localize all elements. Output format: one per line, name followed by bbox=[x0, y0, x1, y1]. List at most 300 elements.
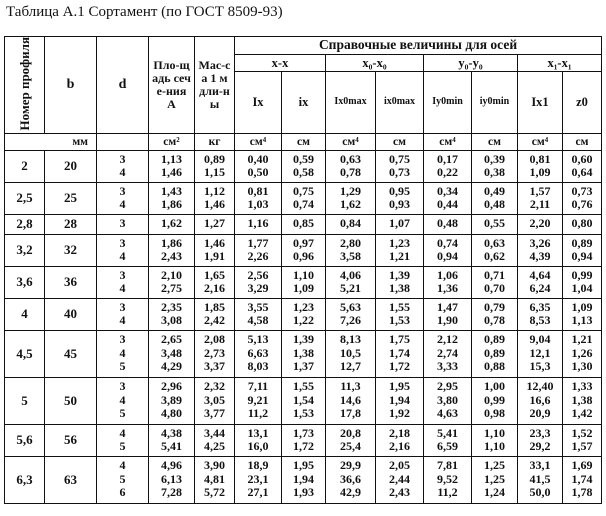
iy0min-big-cell bbox=[424, 330, 472, 377]
assortment-table-container bbox=[4, 36, 601, 504]
header-ix0max-small: ix0max bbox=[376, 72, 424, 133]
header-ix-small: ix bbox=[282, 72, 326, 133]
ix0max-small-value: 0,75 bbox=[389, 151, 410, 166]
iy0min-small-value: 0,70 bbox=[484, 281, 505, 296]
header-profile: Номер профиля bbox=[5, 37, 45, 134]
thickness-cell bbox=[97, 298, 149, 330]
unit-ix0max-big: см⁴ bbox=[326, 133, 376, 150]
z0-value: 0,60 bbox=[571, 151, 593, 166]
ix-small-value: 1,09 bbox=[293, 281, 314, 296]
ix-small-value: 1,94 bbox=[293, 471, 314, 486]
ix-small-cell bbox=[282, 298, 326, 330]
iy0min-big-cell bbox=[424, 456, 472, 503]
iy0min-big-value: 0,44 bbox=[437, 197, 458, 212]
iy0min-big-value: 0,17 bbox=[437, 151, 458, 166]
iy0min-big-value: 1,47 bbox=[437, 299, 458, 314]
ix-big-cell bbox=[235, 214, 282, 234]
ix-small-value: 1,54 bbox=[293, 392, 314, 407]
iy0min-small-value: 0,39 bbox=[484, 151, 505, 166]
ix1-value: 2,11 bbox=[529, 197, 551, 212]
iy0min-big-value: 2,74 bbox=[437, 345, 458, 360]
ix0max-big-value: 2,80 bbox=[340, 235, 361, 250]
ix-small-value: 1,22 bbox=[293, 313, 314, 328]
mass-value: 1,46 bbox=[204, 197, 225, 212]
ix1-value: 0,81 bbox=[529, 151, 551, 166]
ix0max-small-value: 0,95 bbox=[389, 183, 410, 198]
mass-cell bbox=[195, 298, 235, 330]
iy0min-small-cell bbox=[472, 182, 518, 214]
z0-cell bbox=[563, 424, 602, 456]
header-mass: Мас-са 1 м дли-ны bbox=[195, 37, 235, 134]
z0-value: 1,69 bbox=[571, 458, 593, 473]
ix-big-value: 0,50 bbox=[247, 165, 269, 180]
ix0max-big-value: 1,29 bbox=[340, 183, 361, 198]
ix0max-big-value: 29,9 bbox=[340, 458, 361, 473]
iy0min-small-value: 1,10 bbox=[484, 425, 505, 440]
ix0max-small-value: 1,38 bbox=[389, 281, 410, 296]
iy0min-big-value: 11,2 bbox=[437, 485, 458, 500]
iy0min-big-value: 1,36 bbox=[437, 281, 458, 296]
area-cell bbox=[149, 234, 195, 266]
iy0min-big-value: 6,59 bbox=[437, 439, 458, 454]
ix-big-value: 3,55 bbox=[247, 299, 269, 314]
z0-value: 0,94 bbox=[571, 249, 593, 264]
ix0max-big-value: 4,06 bbox=[340, 267, 361, 282]
ix0max-small-value: 1,55 bbox=[389, 299, 410, 314]
ix0max-big-cell bbox=[326, 234, 376, 266]
iy0min-big-value: 0,94 bbox=[437, 249, 458, 264]
ix1-cell bbox=[518, 266, 563, 298]
ix-big-cell bbox=[235, 234, 282, 266]
iy0min-small-value: 0,49 bbox=[484, 183, 505, 198]
iy0min-small-value: 0,55 bbox=[484, 216, 505, 231]
units-row bbox=[5, 133, 602, 150]
area-cell bbox=[149, 424, 195, 456]
iy0min-small-cell bbox=[472, 456, 518, 503]
iy0min-big-cell bbox=[424, 150, 472, 182]
ix-small-value: 1,95 bbox=[293, 458, 314, 473]
z0-value: 1,33 bbox=[571, 379, 593, 394]
flange-width: 28 bbox=[45, 214, 97, 234]
ix1-value: 8,53 bbox=[529, 313, 551, 328]
thickness-value: 5 bbox=[119, 471, 126, 486]
ix1-cell bbox=[518, 424, 563, 456]
ix0max-big-value: 10,5 bbox=[340, 345, 361, 360]
profile-number: 4 bbox=[5, 298, 45, 330]
ix0max-small-value: 2,18 bbox=[389, 425, 410, 440]
thickness-value: 3 bbox=[119, 216, 126, 231]
iy0min-big-value: 2,95 bbox=[437, 379, 458, 394]
z0-cell bbox=[563, 266, 602, 298]
area-cell bbox=[149, 330, 195, 377]
ix0max-big-cell bbox=[326, 377, 376, 424]
header-b: b bbox=[45, 37, 97, 134]
ix0max-small-cell bbox=[376, 234, 424, 266]
area-value: 2,43 bbox=[161, 249, 182, 264]
z0-cell bbox=[563, 150, 602, 182]
header-iy0min-big: Iy0min bbox=[424, 72, 472, 133]
thickness-value: 6 bbox=[119, 485, 126, 500]
iy0min-small-cell bbox=[472, 424, 518, 456]
iy0min-small-value: 0,38 bbox=[484, 165, 505, 180]
iy0min-small-value: 0,79 bbox=[484, 299, 505, 314]
ix-small-value: 1,38 bbox=[293, 345, 314, 360]
thickness-value: 3 bbox=[119, 379, 126, 394]
iy0min-small-cell bbox=[472, 150, 518, 182]
unit-ix0max-small: см bbox=[376, 133, 424, 150]
iy0min-small-value: 0,98 bbox=[484, 406, 505, 421]
profile-number: 3,2 bbox=[5, 234, 45, 266]
flange-width: 40 bbox=[45, 298, 97, 330]
iy0min-small-value: 0,62 bbox=[484, 249, 505, 264]
ix1-cell bbox=[518, 298, 563, 330]
mass-value: 3,37 bbox=[204, 359, 225, 374]
ix1-value: 50,0 bbox=[529, 485, 551, 500]
mass-value: 1,85 bbox=[204, 299, 225, 314]
area-cell bbox=[149, 456, 195, 503]
thickness-value: 3 bbox=[119, 183, 126, 198]
thickness-value: 4 bbox=[119, 281, 126, 296]
area-value: 6,13 bbox=[161, 471, 182, 486]
mass-cell bbox=[195, 330, 235, 377]
ix0max-small-value: 1,72 bbox=[389, 359, 410, 374]
profile-row bbox=[5, 298, 602, 330]
iy0min-small-cell bbox=[472, 266, 518, 298]
iy0min-small-value: 0,89 bbox=[484, 345, 505, 360]
thickness-cell bbox=[97, 234, 149, 266]
ix0max-small-value: 2,43 bbox=[389, 485, 410, 500]
ix-small-cell bbox=[282, 214, 326, 234]
z0-value: 0,89 bbox=[571, 235, 593, 250]
ix-big-value: 4,58 bbox=[247, 313, 269, 328]
mass-cell bbox=[195, 377, 235, 424]
thickness-value: 3 bbox=[119, 151, 126, 166]
ix-small-cell bbox=[282, 182, 326, 214]
unit-mass: кг bbox=[195, 133, 235, 150]
profile-number: 2,5 bbox=[5, 182, 45, 214]
z0-cell bbox=[563, 234, 602, 266]
z0-value: 1,09 bbox=[571, 299, 593, 314]
thickness-cell bbox=[97, 214, 149, 234]
iy0min-big-value: 0,48 bbox=[437, 216, 458, 231]
iy0min-big-value: 4,63 bbox=[437, 406, 458, 421]
iy0min-big-value: 2,12 bbox=[437, 332, 458, 347]
area-value: 1,86 bbox=[161, 235, 182, 250]
iy0min-big-value: 0,34 bbox=[437, 183, 458, 198]
ix-big-value: 11,2 bbox=[247, 406, 269, 421]
area-value: 2,10 bbox=[161, 267, 182, 282]
ix0max-big-value: 12,7 bbox=[340, 359, 361, 374]
area-value: 1,62 bbox=[161, 216, 182, 231]
ix0max-small-value: 1,94 bbox=[389, 392, 410, 407]
ix-big-value: 2,26 bbox=[247, 249, 269, 264]
z0-value: 1,78 bbox=[571, 485, 593, 500]
ix-small-value: 0,74 bbox=[293, 197, 314, 212]
ix0max-big-cell bbox=[326, 456, 376, 503]
area-value: 3,89 bbox=[161, 392, 182, 407]
ix0max-small-value: 2,16 bbox=[389, 439, 410, 454]
z0-value: 0,64 bbox=[571, 165, 593, 180]
profile-number: 3,6 bbox=[5, 266, 45, 298]
ix0max-small-value: 1,21 bbox=[389, 249, 410, 264]
ix1-value: 6,35 bbox=[529, 299, 551, 314]
mass-value: 2,32 bbox=[204, 379, 225, 394]
thickness-cell bbox=[97, 330, 149, 377]
ix0max-small-cell bbox=[376, 377, 424, 424]
iy0min-small-value: 1,10 bbox=[484, 439, 505, 454]
ix-small-value: 0,58 bbox=[293, 165, 314, 180]
z0-value: 1,38 bbox=[571, 392, 593, 407]
profile-row bbox=[5, 456, 602, 503]
header-iy0min-small: iy0min bbox=[472, 72, 518, 133]
unit-area: см² bbox=[149, 133, 195, 150]
thickness-value: 4 bbox=[119, 392, 126, 407]
profile-number: 6,3 bbox=[5, 456, 45, 503]
iy0min-big-value: 3,33 bbox=[437, 359, 458, 374]
ix0max-big-value: 8,13 bbox=[340, 332, 361, 347]
iy0min-small-cell bbox=[472, 234, 518, 266]
ix-big-cell bbox=[235, 424, 282, 456]
ix-big-value: 1,77 bbox=[247, 235, 269, 250]
table-header bbox=[5, 37, 602, 151]
ix0max-big-value: 14,6 bbox=[340, 392, 361, 407]
area-value: 2,65 bbox=[161, 332, 182, 347]
table-caption: Таблица А.1 Сортамент (по ГОСТ 8509-93) bbox=[6, 4, 283, 20]
ix0max-big-cell bbox=[326, 424, 376, 456]
ix-small-value: 1,23 bbox=[293, 299, 314, 314]
mass-value: 1,12 bbox=[204, 183, 225, 198]
ix0max-big-value: 1,62 bbox=[340, 197, 361, 212]
ix1-value: 1,57 bbox=[529, 183, 551, 198]
ix1-cell bbox=[518, 150, 563, 182]
header-axis-x0: x₀-x₀ bbox=[326, 54, 424, 72]
area-value: 2,75 bbox=[161, 281, 182, 296]
area-cell bbox=[149, 266, 195, 298]
ix-big-value: 1,16 bbox=[247, 216, 269, 231]
area-cell bbox=[149, 150, 195, 182]
unit-blank bbox=[97, 133, 149, 150]
mass-cell bbox=[195, 266, 235, 298]
thickness-value: 4 bbox=[119, 345, 126, 360]
iy0min-small-value: 0,71 bbox=[484, 267, 505, 282]
ix-small-value: 1,93 bbox=[293, 485, 314, 500]
mass-value: 3,90 bbox=[204, 458, 225, 473]
ix0max-small-cell bbox=[376, 456, 424, 503]
ix-big-value: 5,13 bbox=[247, 332, 269, 347]
header-d: d bbox=[97, 37, 149, 134]
ix0max-small-value: 1,74 bbox=[389, 345, 410, 360]
ix0max-small-value: 2,05 bbox=[389, 458, 410, 473]
iy0min-small-value: 0,88 bbox=[484, 359, 505, 374]
ix1-cell bbox=[518, 182, 563, 214]
ix0max-big-value: 3,58 bbox=[340, 249, 361, 264]
ix0max-small-cell bbox=[376, 424, 424, 456]
ix0max-small-cell bbox=[376, 330, 424, 377]
mass-value: 4,25 bbox=[204, 439, 225, 454]
iy0min-small-value: 1,25 bbox=[484, 458, 505, 473]
ix-small-cell bbox=[282, 330, 326, 377]
flange-width: 25 bbox=[45, 182, 97, 214]
mass-value: 0,89 bbox=[204, 151, 225, 166]
ix-big-value: 23,1 bbox=[247, 471, 269, 486]
mass-value: 1,46 bbox=[204, 235, 225, 250]
thickness-value: 5 bbox=[119, 359, 126, 374]
mass-value: 3,77 bbox=[204, 406, 225, 421]
z0-value: 1,13 bbox=[571, 313, 593, 328]
iy0min-big-cell bbox=[424, 214, 472, 234]
ix-big-cell bbox=[235, 182, 282, 214]
ix0max-big-cell bbox=[326, 298, 376, 330]
area-value: 4,38 bbox=[161, 425, 182, 440]
iy0min-big-value: 5,41 bbox=[437, 425, 458, 440]
ix1-value: 29,2 bbox=[529, 439, 551, 454]
iy0min-big-value: 3,80 bbox=[437, 392, 458, 407]
ix0max-small-value: 1,39 bbox=[389, 267, 410, 282]
z0-value: 0,76 bbox=[571, 197, 593, 212]
iy0min-small-cell bbox=[472, 298, 518, 330]
ix-big-value: 13,1 bbox=[247, 425, 269, 440]
ix-big-cell bbox=[235, 456, 282, 503]
ix-big-value: 0,40 bbox=[247, 151, 269, 166]
iy0min-small-value: 0,78 bbox=[484, 313, 505, 328]
unit-z0: см bbox=[563, 133, 602, 150]
ix-big-value: 1,03 bbox=[247, 197, 269, 212]
ix-small-cell bbox=[282, 234, 326, 266]
flange-width: 45 bbox=[45, 330, 97, 377]
ix0max-small-cell bbox=[376, 298, 424, 330]
ix0max-small-value: 1,95 bbox=[389, 379, 410, 394]
unit-ix1: см⁴ bbox=[518, 133, 563, 150]
ix1-value: 4,64 bbox=[529, 267, 551, 282]
area-value: 3,08 bbox=[161, 313, 182, 328]
mass-value: 4,81 bbox=[204, 471, 225, 486]
z0-value: 1,21 bbox=[571, 332, 593, 347]
mass-cell bbox=[195, 182, 235, 214]
thickness-value: 3 bbox=[119, 235, 126, 250]
assortment-table bbox=[4, 36, 602, 504]
area-value: 5,41 bbox=[161, 439, 182, 454]
ix0max-big-value: 42,9 bbox=[340, 485, 361, 500]
iy0min-small-value: 1,00 bbox=[484, 379, 505, 394]
unit-iy0min-small: см bbox=[472, 133, 518, 150]
ix1-value: 23,3 bbox=[529, 425, 551, 440]
area-value: 4,96 bbox=[161, 458, 182, 473]
ix1-value: 2,20 bbox=[529, 216, 551, 231]
z0-value: 1,52 bbox=[571, 425, 593, 440]
mass-value: 2,16 bbox=[204, 281, 225, 296]
iy0min-small-value: 1,24 bbox=[484, 485, 505, 500]
ix-big-value: 18,9 bbox=[247, 458, 269, 473]
header-ix0max-big: Ix0max bbox=[326, 72, 376, 133]
mass-value: 1,91 bbox=[204, 249, 225, 264]
mass-cell bbox=[195, 456, 235, 503]
area-value: 1,43 bbox=[161, 183, 182, 198]
ix0max-big-cell bbox=[326, 150, 376, 182]
ix-big-value: 7,11 bbox=[247, 379, 269, 394]
ix-small-value: 0,96 bbox=[293, 249, 314, 264]
ix0max-small-value: 1,75 bbox=[389, 332, 410, 347]
ix-big-value: 0,81 bbox=[247, 183, 269, 198]
thickness-value: 4 bbox=[119, 165, 126, 180]
ix-small-value: 0,75 bbox=[293, 183, 314, 198]
ix-big-value: 3,29 bbox=[247, 281, 269, 296]
ix0max-big-value: 11,3 bbox=[340, 379, 361, 394]
area-value: 7,28 bbox=[161, 485, 182, 500]
ix-small-value: 1,39 bbox=[293, 332, 314, 347]
profile-row bbox=[5, 266, 602, 298]
area-value: 2,96 bbox=[161, 379, 182, 394]
iy0min-big-value: 1,06 bbox=[437, 267, 458, 282]
header-ix-big: Ix bbox=[235, 72, 282, 133]
ix-big-value: 9,21 bbox=[247, 392, 269, 407]
z0-value: 1,26 bbox=[571, 345, 593, 360]
thickness-value: 5 bbox=[119, 406, 126, 421]
header-reference: Справочные величины для осей bbox=[235, 37, 602, 55]
z0-cell bbox=[563, 298, 602, 330]
ix0max-big-value: 20,8 bbox=[340, 425, 361, 440]
iy0min-big-cell bbox=[424, 234, 472, 266]
ix-small-cell bbox=[282, 150, 326, 182]
mass-cell bbox=[195, 214, 235, 234]
profile-row bbox=[5, 150, 602, 182]
ix-small-value: 1,10 bbox=[293, 267, 314, 282]
area-cell bbox=[149, 214, 195, 234]
profile-number: 4,5 bbox=[5, 330, 45, 377]
profile-number: 5 bbox=[5, 377, 45, 424]
ix0max-big-cell bbox=[326, 214, 376, 234]
mass-value: 2,73 bbox=[204, 345, 225, 360]
thickness-cell bbox=[97, 150, 149, 182]
ix1-value: 16,6 bbox=[529, 392, 551, 407]
mass-value: 5,72 bbox=[204, 485, 225, 500]
unit-mm: мм bbox=[5, 133, 97, 150]
thickness-value: 3 bbox=[119, 299, 126, 314]
area-value: 3,48 bbox=[161, 345, 182, 360]
ix1-value: 9,04 bbox=[529, 332, 551, 347]
area-cell bbox=[149, 298, 195, 330]
mass-value: 2,42 bbox=[204, 313, 225, 328]
thickness-cell bbox=[97, 456, 149, 503]
header-axis-x: x-x bbox=[235, 54, 326, 72]
ix-small-cell bbox=[282, 424, 326, 456]
z0-value: 0,99 bbox=[571, 267, 593, 282]
ix-small-value: 1,53 bbox=[293, 406, 314, 421]
z0-cell bbox=[563, 377, 602, 424]
z0-value: 1,74 bbox=[571, 471, 593, 486]
area-value: 2,35 bbox=[161, 299, 182, 314]
iy0min-big-cell bbox=[424, 266, 472, 298]
z0-value: 0,73 bbox=[571, 183, 593, 198]
z0-value: 1,04 bbox=[571, 281, 593, 296]
flange-width: 20 bbox=[45, 150, 97, 182]
ix1-value: 33,1 bbox=[529, 458, 551, 473]
area-value: 1,13 bbox=[161, 151, 182, 166]
header-axis-y0: y₀-y₀ bbox=[424, 54, 518, 72]
iy0min-small-cell bbox=[472, 330, 518, 377]
ix1-cell bbox=[518, 456, 563, 503]
profile-number: 5,6 bbox=[5, 424, 45, 456]
ix0max-big-value: 7,26 bbox=[340, 313, 361, 328]
profile-row bbox=[5, 182, 602, 214]
profile-row bbox=[5, 214, 602, 234]
ix-small-value: 0,85 bbox=[293, 216, 314, 231]
ix1-cell bbox=[518, 330, 563, 377]
ix-big-value: 16,0 bbox=[247, 439, 269, 454]
thickness-value: 4 bbox=[119, 425, 126, 440]
ix-big-cell bbox=[235, 266, 282, 298]
ix-small-value: 0,59 bbox=[293, 151, 314, 166]
mass-value: 3,05 bbox=[204, 392, 225, 407]
